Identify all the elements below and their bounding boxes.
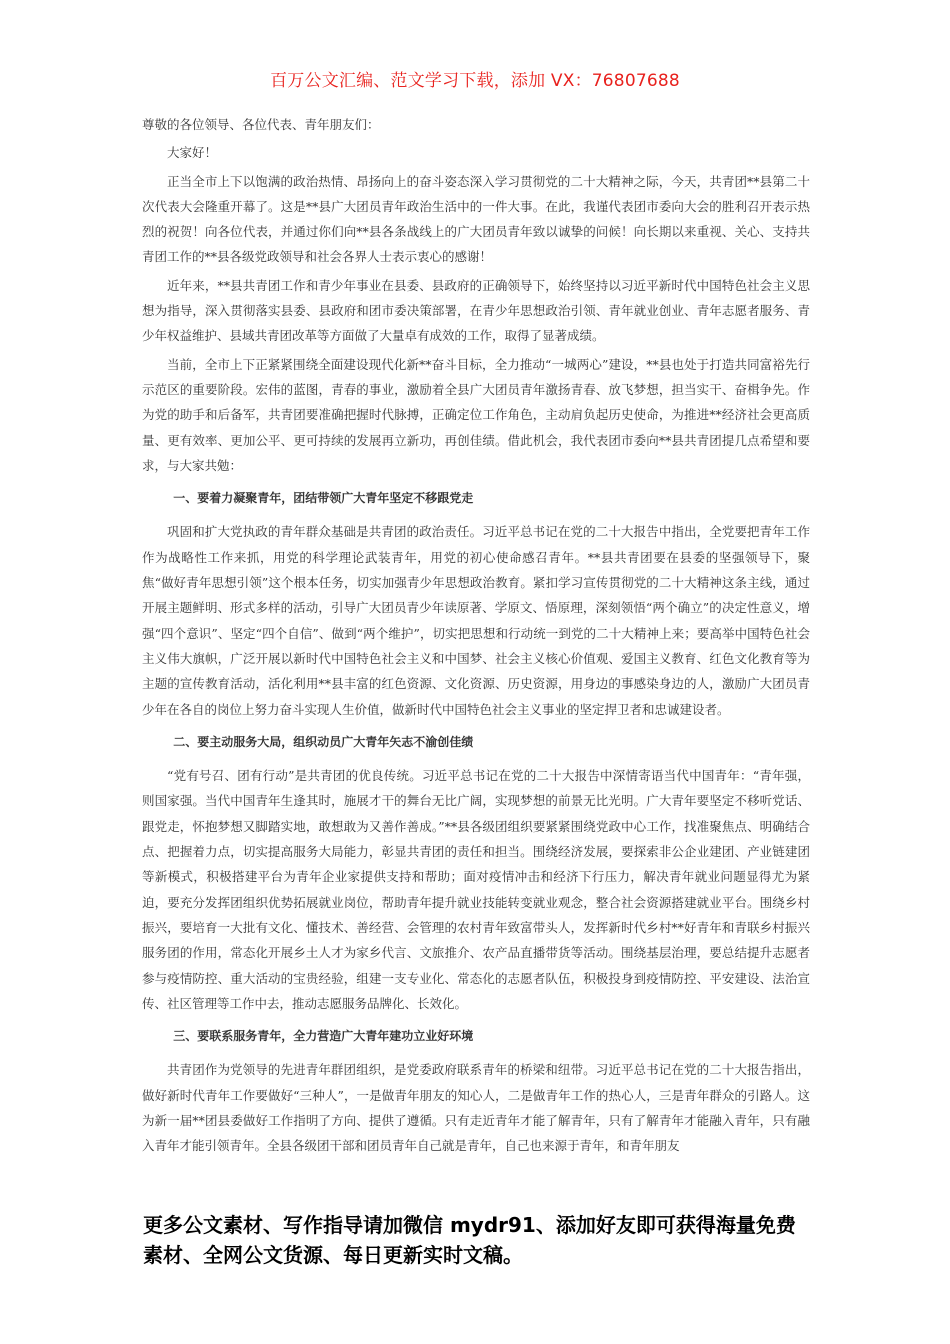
section-1-heading: 一、要着力凝聚青年，团结带领广大青年坚定不移跟党走 [173,491,474,506]
salutation: 尊敬的各位领导、各位代表、青年朋友们： [142,117,380,132]
document-body [142,112,810,1162]
section-1-body: 巩固和扩大党执政的青年群众基础是共青团的政治责任。习近平总书记在党的二十大报告中指出，全党要把青年工作作为战略性工作来抓，用党的科学理论武装青年，用党的初心使命感召青年。**县共青团要在县委的坚强领导下，聚焦“做好青年思想引领”这个根本任务，切实加强青少年思想政治教育。紧扣学习宣传贯彻党的二十大精神这条主线，通过开展主题鲜明、形式多样的活动，引导广大团员青少年读原著、学原文、悟原理，深刻领悟“两个确立”的决定性意义，增强“四个意识”、坚定“四个自信”、做到“两个维护”，切实把思想和行动统一到党的二十大精神上来；要高举中国特色社会主义伟大旗帜，广泛开展以新时代中国特色社会主义和中国梦、社会主义核心价值观、爱国主义教育、红色文化教育等为主题的宣传教育活动，活化利用**县丰富的红色资源、文化资源、历史资源，用身边的事感染身边的人，激励广大团员青少年在各自的岗位上努力奋斗实现人生价值，做新时代中国特色社会主义事业的坚定捍卫者和忠诚建设者。 [142,524,810,717]
section-2-body: “党有号召、团有行动”是共青团的优良传统。习近平总书记在党的二十大报告中深情寄语当代中国青年：“青年强，则国家强。当代中国青年生逢其时，施展才干的舞台无比广阔，实现梦想的前景无比光明。广大青年要坚定不移听党话、跟党走，怀抱梦想又脚踏实地，敢想敢为又善作善成。”**县各级团组织要紧紧围绕党政中心工作，找准聚焦点、明确结合点、把握着力点，切实提高服务大局能力，彰显共青团的责任和担当。围绕经济发展，要探索非公企业建团、产业链建团等新模式，积极搭建平台为青年企业家提供支持和帮助；面对疫情冲击和经济下行压力，解决青年就业问题显得尤为紧迫，要充分发挥团组织优势拓展就业岗位，帮助青年提升就业技能转变就业观念，整合社会资源搭建就业平台。围绕乡村振兴，要培育一大批有文化、懂技术、善经营、会管理的农村青年致富带头人，发挥新时代乡村**好青年和青联乡村振兴服务团的作用，常态化开展乡土人才为家乡代言、文旅推介、农产品直播带货等活动。围绕基层治理，要总结提升志愿者参与疫情防控、重大活动的宝贵经验，组建一支专业化、常态化的志愿者队伍，积极投身到疫情防控、平安建设、法治宣传、社区管理等工作中去，推动志愿服务品牌化、长效化。 [142,768,810,1011]
paragraph-opening: 正当全市上下以饱满的政治热情、昂扬向上的奋斗姿态深入学习贯彻党的二十大精神之际，今天，共青团**县第二十次代表大会隆重开幕了。这是**县广大团员青年政治生活中的一件大事。在此，我谨代表团市委向大会的胜利召开表示热烈的祝贺！向各位代表，并通过你们向**县各条战线上的广大团员青年致以诚挚的问候！向长期以来重视、关心、支持共青团工作的**县各级党政领导和社会各界人士表示衷心的感谢！ [142,173,810,265]
greeting: 大家好！ [167,145,218,161]
paragraph-achievements: 近年来，**县共青团工作和青少年事业在县委、县政府的正确领导下，始终坚持以习近平新时代中国特色社会主义思想为指导，深入贯彻落实县委、县政府和团市委决策部署，在青少年思想政治引领、青年就业创业、青年志愿者服务、青少年权益维护、县域共青团改革等方面做了大量卓有成效的工作，取得了显著成绩。 [142,277,810,344]
paragraph-current-situation: 当前，全市上下正紧紧围绕全面建设现代化新**奋斗目标，全力推动“一城两心”建设，**县也处于打造共同富裕先行示范区的重要阶段。宏伟的蓝图，青春的事业，激励着全县广大团员青年激扬青春、放飞梦想，担当实干、奋楫争先。作为党的助手和后备军，共青团要准确把握时代脉搏，正确定位工作角色，主动肩负起历史使命，为推进**经济社会更高质量、更有效率、更加公平、更可持续的发展再立新功，再创佳绩。借此机会，我代表团市委向**县共青团提几点希望和要求，与大家共勉： [142,356,810,473]
section-3-body: 共青团作为党领导的先进青年群团组织，是党委政府联系青年的桥梁和纽带。习近平总书记在党的二十大报告指出，做好新时代青年工作要做好“三种人”，一是做青年朋友的知心人，二是做青年工作的热心人，三是青年群众的引路人。这为新一届**团县委做好工作指明了方向、提供了遵循。只有走近青年才能了解青年，只有了解青年才能融入青年，只有融入青年才能引领青年。全县各级团干部和团员青年自己就是青年，自己也来源于青年，和青年朋友 [142,1062,810,1154]
section-3-heading: 三、要联系服务青年，全力营造广大青年建功立业好环境 [173,1029,474,1044]
footer-promo: 更多公文素材、写作指导请加微信 mydr91、添加好友即可获得海量免费素材、全网公文货源、每日更新实时文稿。 [143,1213,796,1267]
header-banner: 百万公文汇编、范文学习下载，添加 VX：76807688 [270,71,680,91]
section-2-heading: 二、要主动服务大局，组织动员广大青年矢志不渝创佳绩 [173,734,474,749]
